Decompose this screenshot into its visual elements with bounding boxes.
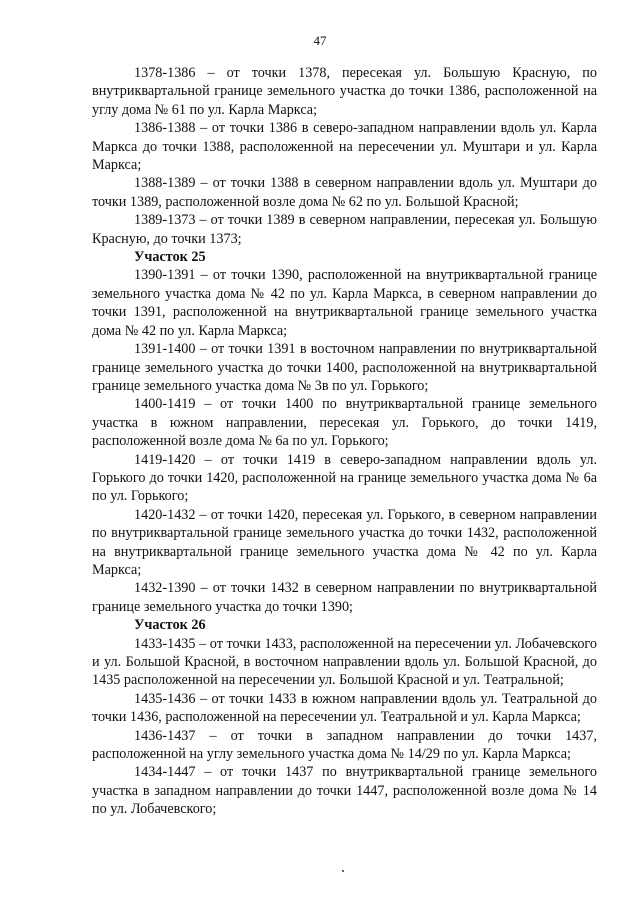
paragraph: 1432-1390 – от точки 1432 в северном направлении по внутриквартальной границе земельного участка до точки 1390;	[92, 580, 597, 615]
paragraph: 1391-1400 – от точки 1391 в восточном направлении по внутриквартальной границе земельного участка до точки 1400, расположенной на внутриквартальной границе земельного участка дома № 3в по ул. Горького;	[92, 341, 597, 394]
paragraph: 1434-1447 – от точки 1437 по внутриквартальной границе земельного участка в западном направлении до точки 1447, расположенной возле дома № 14 по ул. Лобачевского;	[92, 764, 597, 818]
paragraph: 1388-1389 – от точки 1388 в северном направлении вдоль ул. Муштари до точки 1389, расположенной возле дома № 62 по ул. Большой Красной;	[92, 175, 597, 210]
paragraph: 1390-1391 – от точки 1390, расположенной на внутриквартальной границе земельного участка дома № 42 по ул. Карла Маркса, в северном направлении до точки 1391, расположенной на внутриквартальной границе земельного участка дома № 42 по ул. Карла Маркса;	[92, 267, 597, 339]
scan-speck	[342, 870, 344, 872]
paragraph: 1386-1388 – от точки 1386 в северо-западном направлении вдоль ул. Карла Маркса до точки 1388, расположенной на пересечении ул. Муштари и ул. Карла Маркса;	[92, 120, 597, 174]
paragraph: 1389-1373 – от точки 1389 в северном направлении, пересекая ул. Большую Красную, до точки 1373;	[92, 212, 597, 247]
page-number: 47	[313, 33, 327, 48]
section-heading: Участок 26	[134, 617, 206, 634]
paragraph: 1419-1420 – от точки 1419 в северо-западном направлении вдоль ул. Горького до точки 1420, расположенной на границе земельного участка дома № 6а по ул. Горького;	[92, 451, 597, 505]
paragraph: 1433-1435 – от точки 1433, расположенной на пересечении ул. Лобачевского и ул. Большой Красной, в восточном направлении вдоль ул. Большой Красной, до 1435 расположенной на пересечении ул. Большой Красной и ул. Театральной;	[92, 635, 597, 689]
paragraph: 1378-1386 – от точки 1378, пересекая ул. Большую Красную, по внутриквартальной границе земельного участка до точки 1386, расположенной на углу дома № 61 по ул. Карла Маркса;	[92, 65, 597, 118]
section-heading: Участок 25	[134, 249, 206, 266]
paragraph: 1420-1432 – от точки 1420, пересекая ул. Горького, в северном направлении по внутриквартальной границе земельного участка до точки 1432, расположенной на внутриквартальной границе земельного участка дома № 42 по ул. Карла Маркса;	[92, 506, 597, 578]
paragraph: 1435-1436 – от точки 1433 в южном направлении вдоль ул. Театральной до точки 1436, расположенной на пересечении ул. Театральной и ул. Карла Маркса;	[92, 690, 597, 726]
paragraph: 1400-1419 – от точки 1400 по внутриквартальной границе земельного участка в южном направлении, пересекая ул. Горького, до точки 1419, расположенной возле дома № 6а по ул. Горького;	[92, 396, 597, 450]
paragraph: 1436-1437 – от точки в западном направлении до точки 1437, расположенной на углу земельного участка дома № 14/29 по ул. Карла Маркса;	[92, 727, 597, 763]
document-body	[92, 64, 597, 819]
